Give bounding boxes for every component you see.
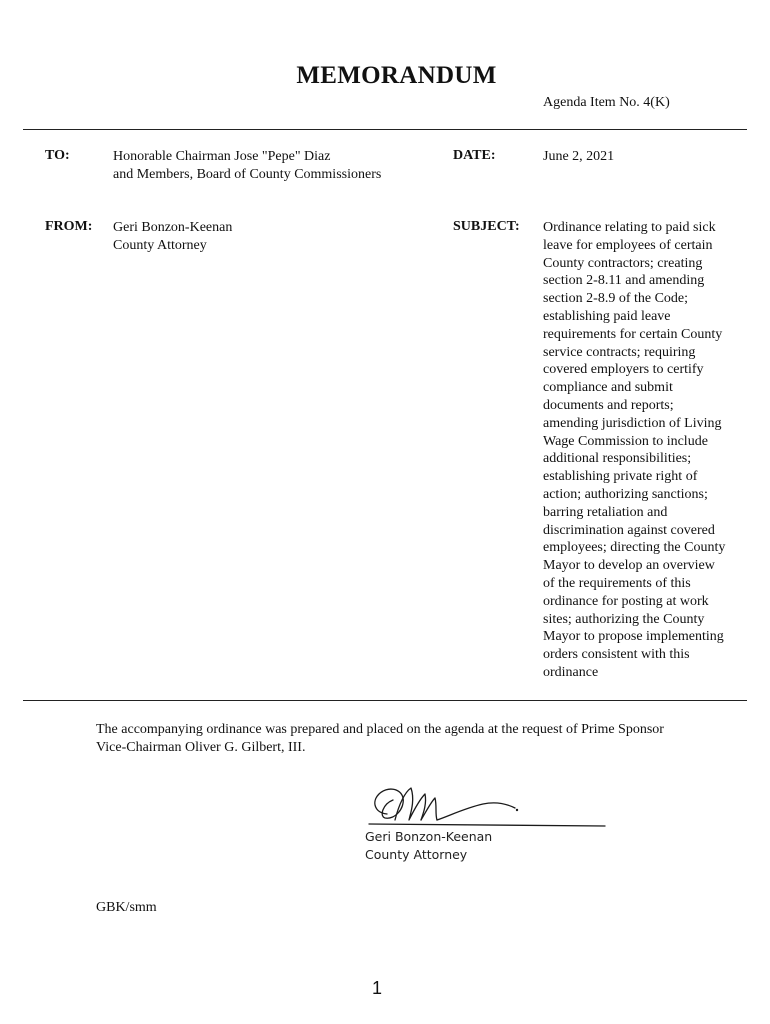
subject-line: documents and reports; xyxy=(543,397,674,413)
subject-line: service contracts; requiring xyxy=(543,344,696,360)
memo-title: MEMORANDUM xyxy=(296,62,497,89)
subject-line: action; authorizing sanctions; xyxy=(543,486,708,502)
to-label: TO: xyxy=(45,148,70,163)
subject-line: employees; directing the County xyxy=(543,540,726,556)
subject-line: Mayor to develop an overview xyxy=(543,558,715,574)
subject-line: establishing paid leave xyxy=(543,308,671,324)
subject-line: barring retaliation and xyxy=(543,504,668,520)
reference-initials: GBK/smm xyxy=(96,900,157,915)
signature-block xyxy=(365,828,492,864)
subject-label: SUBJECT: xyxy=(453,219,520,234)
subject-line: ordinance xyxy=(543,664,599,680)
subject-line: additional responsibilities; xyxy=(543,451,692,467)
date-label: DATE: xyxy=(453,148,496,163)
header-divider xyxy=(23,129,747,130)
handwritten-signature xyxy=(365,780,615,830)
subject-line: sites; authorizing the County xyxy=(543,611,705,627)
subject-line: discrimination against covered xyxy=(543,522,715,538)
subject-line: compliance and submit xyxy=(543,380,673,396)
body-paragraph xyxy=(96,721,736,757)
subject-line: covered employers to certify xyxy=(543,362,704,378)
body-divider xyxy=(23,700,747,701)
signatory-title: County Attorney xyxy=(365,847,468,862)
from-line: County Attorney xyxy=(113,237,207,253)
to-line: Honorable Chairman Jose "Pepe" Diaz xyxy=(113,149,331,164)
signatory-name: Geri Bonzon-Keenan xyxy=(365,829,493,844)
page-number: 1 xyxy=(371,978,382,998)
subject-line: ordinance for posting at work xyxy=(543,593,709,609)
subject-line: Ordinance relating to paid sick xyxy=(543,220,716,235)
subject-line: County contractors; creating xyxy=(543,255,703,271)
from-label: FROM: xyxy=(45,219,93,234)
subject-line: section 2-8.9 of the Code; xyxy=(543,291,689,307)
body-line: Vice-Chairman Oliver G. Gilbert, III. xyxy=(96,740,306,755)
from-sender xyxy=(113,219,232,255)
subject-line: leave for employees of certain xyxy=(543,237,713,253)
subject-line: amending jurisdiction of Living xyxy=(543,415,722,431)
subject-line: section 2-8.11 and amending xyxy=(543,273,705,289)
to-line: and Members, Board of County Commissioners xyxy=(113,166,382,182)
from-line: Geri Bonzon-Keenan xyxy=(113,220,233,235)
subject-text xyxy=(543,219,748,682)
to-recipient xyxy=(113,148,381,184)
subject-line: orders consistent with this xyxy=(543,647,690,663)
subject-line: establishing private right of xyxy=(543,469,698,485)
date-value: June 2, 2021 xyxy=(543,149,615,164)
subject-line: Wage Commission to include xyxy=(543,433,708,449)
subject-line: Mayor to propose implementing xyxy=(543,629,724,645)
body-line: The accompanying ordinance was prepared and placed on the agenda at the request of Prime Sponsor xyxy=(96,722,664,737)
subject-line: of the requirements of this xyxy=(543,575,691,591)
subject-line: requirements for certain County xyxy=(543,326,723,342)
agenda-item-number: Agenda Item No. 4(K) xyxy=(543,95,670,110)
